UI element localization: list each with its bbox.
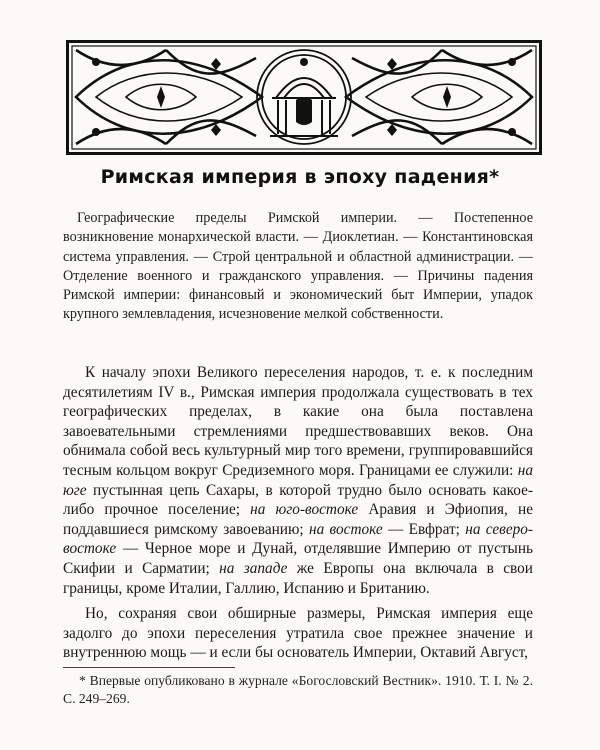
chapter-title: Римская империя в эпоху падения* [100,166,500,188]
paragraph-1-italic-5: на западе [219,559,288,577]
chapter-summary: Географические пределы Римской империи. — Постепенное возникновение монархической власти. — Диоклетиан. — Константиновская система управления. — Строй центральной и областной администрации. — Отделение военного и гражданского управления. — Причины падения Римской империи: финансовый и экономический быт Империи, упадок крупного землевладения, исчезновение мелкой собственности. [63,210,533,323]
paragraph-1-text-2: пустынная цепь Сахары, в которой трудно было основать какое-либо прочное поселение; [63,481,533,519]
paragraph-1-text-4: — Евфрат; [382,520,466,538]
paragraph-1-text-5: — Черное море и Дунай, отделявшие Империю от пустынь Скифии и Сарматии; [63,540,533,577]
paragraph-1-italic-1: на юге [63,461,533,499]
footnote: * Впервые опубликовано в журнале «Богословский Вестник». 1910. Т. I. № 2. С. 249–269. [63,673,533,706]
footnote-divider [63,667,235,668]
paragraph-1-italic-2: на юго-востоке [250,501,359,519]
paragraph-1-text-1: К началу эпохи Великого переселения народов, т. е. к последним десятилетиям IV в., Римская империя продолжала существовать в тех географических пределах, в какие она была поставлена завоевательными стремлениями предшествовавших веков. Она обнимала собой весь культурный мир того времени, группировавшийся тесным кольцом вокруг Средиземного моря. Границами ее служили: [63,364,533,479]
decorative-header-ornament [66,40,542,155]
chapter-body [63,363,533,663]
paragraph-1-italic-4: на северо-востоке [63,520,533,558]
paragraph-1-italic-3: на востоке [309,520,383,538]
paragraph-1-text-3: Аравия и Эфиопия, не поддавшиеся римскому завоеванию; [63,501,533,538]
paragraph-2: Но, сохраняя свои обширные размеры, Римская империя еще задолго до эпохи переселения утратила свое прежнее значение и внутреннюю мощь — и если бы основатель Империи, Октавий Август, [63,605,533,662]
paragraph-1 [63,363,533,598]
paragraph-1-text-6: же Европы она включала в свои границы, кроме Италии, Галлию, Испанию и Британию. [63,559,533,597]
